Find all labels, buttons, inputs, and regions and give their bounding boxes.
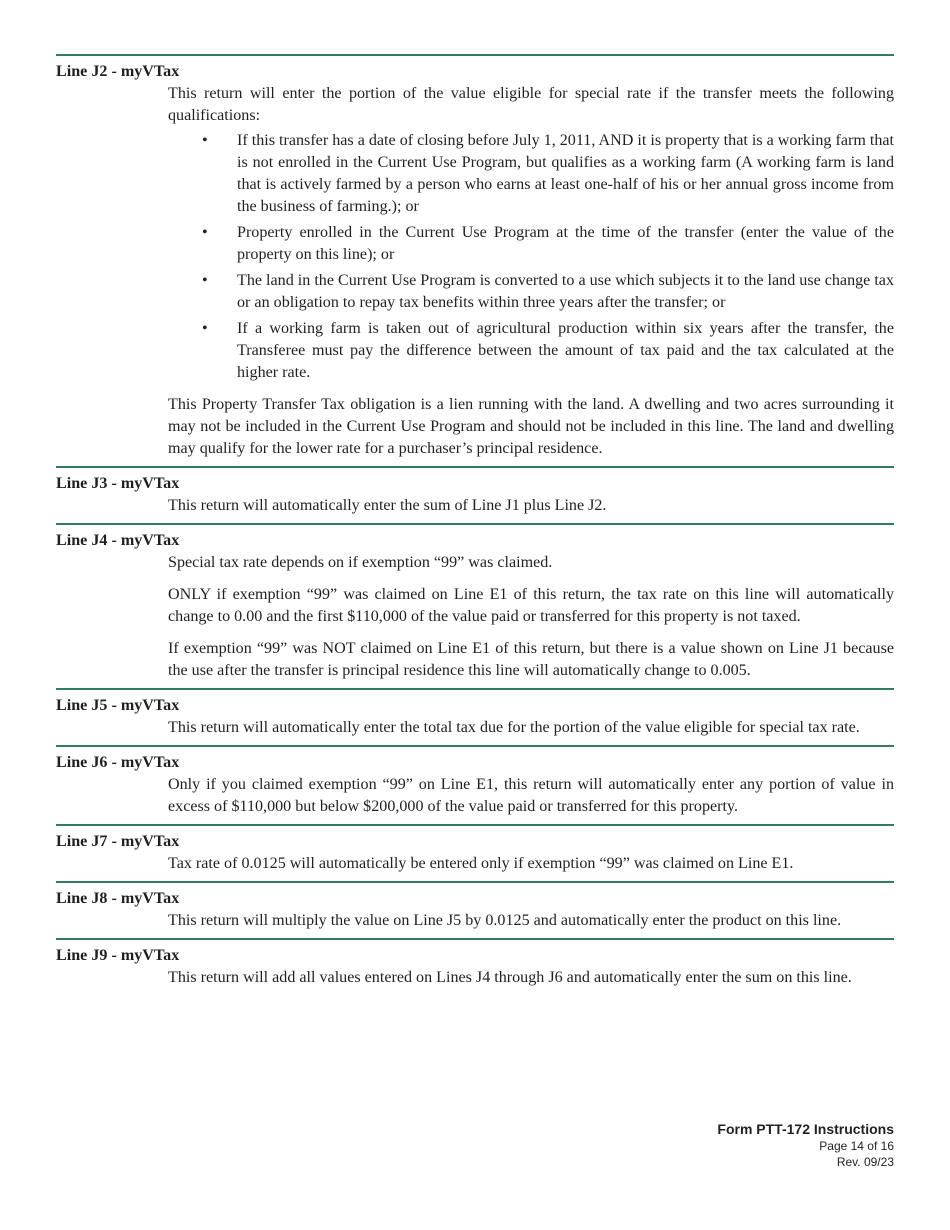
intro-paragraph: This return will enter the portion of the value eligible for special rate if the transfer meets the following qualifications: <box>168 85 894 124</box>
section-body <box>168 717 894 739</box>
paragraph: Tax rate of 0.0125 will automatically be entered only if exemption “99” was claimed on Line E1. <box>168 855 794 872</box>
section-line-j4 <box>56 523 894 688</box>
section-body <box>168 552 894 682</box>
list-item: • The land in the Current Use Program is converted to a use which subjects it to the land use change tax or an obligation to repay tax benefits within three years after the transfer; or <box>202 272 894 311</box>
paragraph: If exemption “99” was NOT claimed on Line E1 of this return, but there is a value shown on Line J1 because the use after the transfer is principal residence this line will automatically change to 0.005. <box>168 640 894 679</box>
paragraph: Only if you claimed exemption “99” on Line E1, this return will automatically enter any portion of value in excess of $110,000 but below $200,000 of the value paid or transferred for this property. <box>168 776 894 815</box>
section-line-j9 <box>56 938 894 995</box>
page-footer <box>717 1120 894 1170</box>
section-body <box>168 83 894 460</box>
bullet-icon: • <box>202 132 208 149</box>
section-heading: Line J9 - myVTax <box>56 947 180 964</box>
section-heading: Line J4 - myVTax <box>56 532 180 549</box>
form-title: Form PTT-172 Instructions <box>717 1121 894 1137</box>
paragraph: This return will add all values entered on Lines J4 through J6 and automatically enter the sum on this line. <box>168 969 852 986</box>
revision-date: Rev. 09/23 <box>836 1155 894 1169</box>
section-line-j8 <box>56 881 894 938</box>
section-line-j5 <box>56 688 894 745</box>
qualifications-list <box>168 130 894 384</box>
section-heading: Line J6 - myVTax <box>56 754 180 771</box>
section-body <box>168 774 894 818</box>
paragraph: Special tax rate depends on if exemption “99” was claimed. <box>168 554 553 571</box>
section-body <box>168 853 894 875</box>
closing-paragraph: This Property Transfer Tax obligation is a lien running with the land. A dwelling and two acres surrounding it may not be included in the Current Use Program and should not be included in this line. The land and dwelling may qualify for the lower rate for a purchaser’s principal residence. <box>168 396 894 457</box>
page-number: Page 14 of 16 <box>819 1139 894 1153</box>
bullet-icon: • <box>202 224 208 241</box>
section-body <box>168 910 894 932</box>
section-body <box>168 967 894 989</box>
paragraph: This return will automatically enter the sum of Line J1 plus Line J2. <box>168 497 607 514</box>
instructions-page <box>56 54 894 995</box>
section-heading: Line J2 - myVTax <box>56 63 180 80</box>
paragraph: ONLY if exemption “99” was claimed on Line E1 of this return, the tax rate on this line will automatically change to 0.00 and the first $110,000 of the value paid or transferred for this property is not taxed. <box>168 586 894 625</box>
section-line-j7 <box>56 824 894 881</box>
section-heading: Line J3 - myVTax <box>56 475 180 492</box>
list-item: • Property enrolled in the Current Use Program at the time of the transfer (enter the value of the property on this line); or <box>202 224 894 263</box>
list-item: • If a working farm is taken out of agricultural production within six years after the transfer, the Transferee must pay the difference between the amount of tax paid and the tax calculated at the higher rate. <box>202 320 894 381</box>
section-line-j2 <box>56 54 894 466</box>
paragraph: This return will multiply the value on Line J5 by 0.0125 and automatically enter the product on this line. <box>168 912 842 929</box>
paragraph: This return will automatically enter the total tax due for the portion of the value eligible for special tax rate. <box>168 719 860 736</box>
section-body <box>168 495 894 517</box>
section-heading: Line J8 - myVTax <box>56 890 180 907</box>
bullet-icon: • <box>202 320 208 337</box>
section-line-j3 <box>56 466 894 523</box>
section-line-j6 <box>56 745 894 824</box>
list-item: • If this transfer has a date of closing before July 1, 2011, AND it is property that is a working farm that is not enrolled in the Current Use Program, but qualifies as a working farm (A working farm is land that is actively farmed by a person who earns at least one-half of his or her annual gross income from the business of farming.); or <box>202 132 894 215</box>
section-heading: Line J7 - myVTax <box>56 833 180 850</box>
section-heading: Line J5 - myVTax <box>56 697 180 714</box>
bullet-icon: • <box>202 272 208 289</box>
